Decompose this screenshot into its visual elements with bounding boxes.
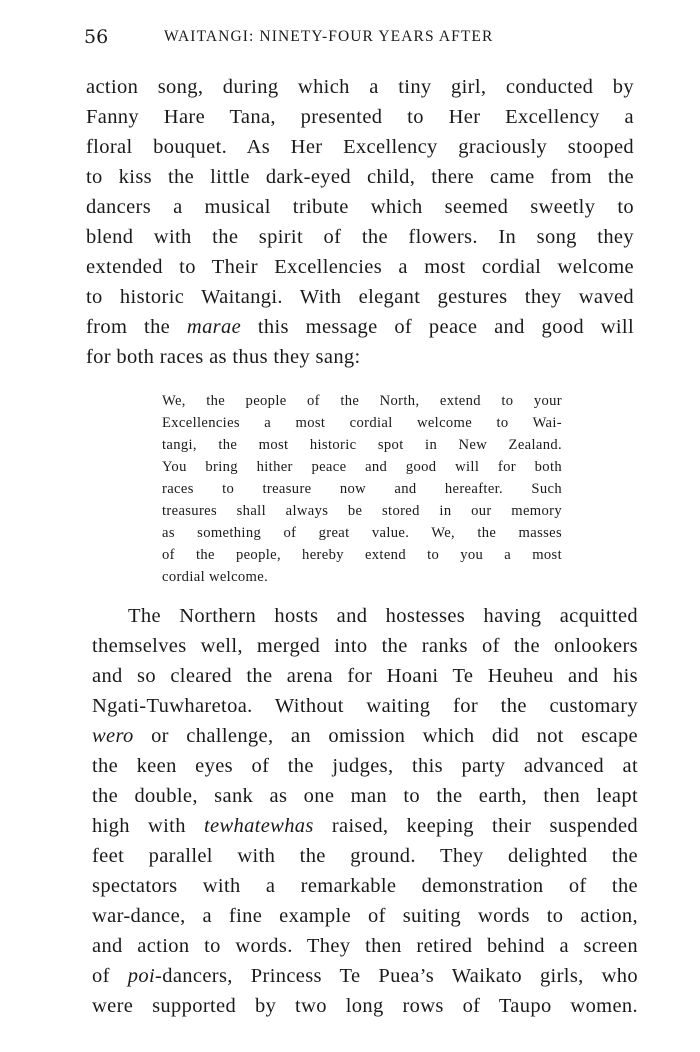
- paragraph-1: [86, 72, 634, 372]
- quote-line: of the people, hereby extend to you a most: [162, 547, 562, 563]
- italic-term-marae: marae: [186, 316, 242, 338]
- text-line: [92, 961, 638, 991]
- quote-line: races to treasure now and hereafter. Such: [162, 481, 562, 497]
- quote-line: as something of great value. We, the masses: [162, 525, 562, 541]
- italic-term-wero: wero: [92, 725, 134, 747]
- italic-term-tewhatewhas: tewhatewhas: [203, 815, 314, 837]
- text-run: from the: [86, 316, 187, 338]
- quote-line: Excellencies a most cordial welcome to Wai-: [162, 415, 562, 431]
- text-line: floral bouquet. As Her Excellency graciously stooped: [86, 136, 634, 158]
- text-line: to historic Waitangi. With elegant gestures they waved: [86, 286, 634, 308]
- text-line: The Northern hosts and hostesses having acquitted: [128, 605, 638, 627]
- text-line: Ngati-Tuwharetoa. Without waiting for the customary: [92, 695, 638, 717]
- text-line: and action to words. They then retired behind a screen: [92, 935, 638, 957]
- text-line: war-dance, a fine example of suiting words to action,: [92, 905, 638, 927]
- song-quotation: [162, 390, 562, 588]
- text-line: themselves well, merged into the ranks of the onlookers: [92, 635, 638, 657]
- text-run: high with: [92, 815, 204, 837]
- text-line: [92, 811, 638, 841]
- text-line: the double, sank as one man to the earth, then leapt: [92, 785, 638, 807]
- text-line: the keen eyes of the judges, this party advanced at: [92, 755, 638, 777]
- text-line: for both races as thus they sang:: [86, 346, 361, 368]
- text-run: or challenge, an omission which did not escape: [133, 725, 638, 747]
- quote-line: tangi, the most historic spot in New Zealand.: [162, 437, 562, 453]
- text-line: extended to Their Excellencies a most cordial welcome: [86, 256, 634, 278]
- text-run: of: [92, 965, 128, 987]
- quote-line: You bring hither peace and good will for both: [162, 459, 562, 475]
- text-line: spectators with a remarkable demonstration of the: [92, 875, 638, 897]
- text-line: dancers a musical tribute which seemed sweetly to: [86, 196, 634, 218]
- text-line: and so cleared the arena for Hoani Te Heuheu and his: [92, 665, 638, 687]
- quote-line: We, the people of the North, extend to your: [162, 393, 562, 409]
- italic-term-poi: poi: [127, 965, 156, 987]
- quote-line: treasures shall always be stored in our memory: [162, 503, 562, 519]
- text-run: -dancers, Princess Te Puea’s Waikato girls, who: [155, 965, 638, 987]
- text-line: [92, 721, 638, 751]
- paragraph-2: [92, 601, 638, 1021]
- running-title: WAITANGI: NINETY-FOUR YEARS AFTER: [164, 28, 494, 45]
- text-line: to kiss the little dark-eyed child, there came from the: [86, 166, 634, 188]
- text-line: feet parallel with the ground. They delighted the: [92, 845, 638, 867]
- text-run: this message of peace and good will: [241, 316, 634, 338]
- text-line: blend with the spirit of the flowers. In song they: [86, 226, 634, 248]
- text-line: were supported by two long rows of Taupo women.: [92, 995, 638, 1017]
- text-line: action song, during which a tiny girl, conducted by: [86, 76, 634, 98]
- page-number: 56: [84, 26, 109, 48]
- quote-line: cordial welcome.: [162, 569, 269, 585]
- text-run: raised, keeping their suspended: [313, 815, 638, 837]
- text-line: [86, 312, 634, 342]
- page-header: [84, 26, 640, 52]
- text-line: Fanny Hare Tana, presented to Her Excellency a: [86, 106, 634, 128]
